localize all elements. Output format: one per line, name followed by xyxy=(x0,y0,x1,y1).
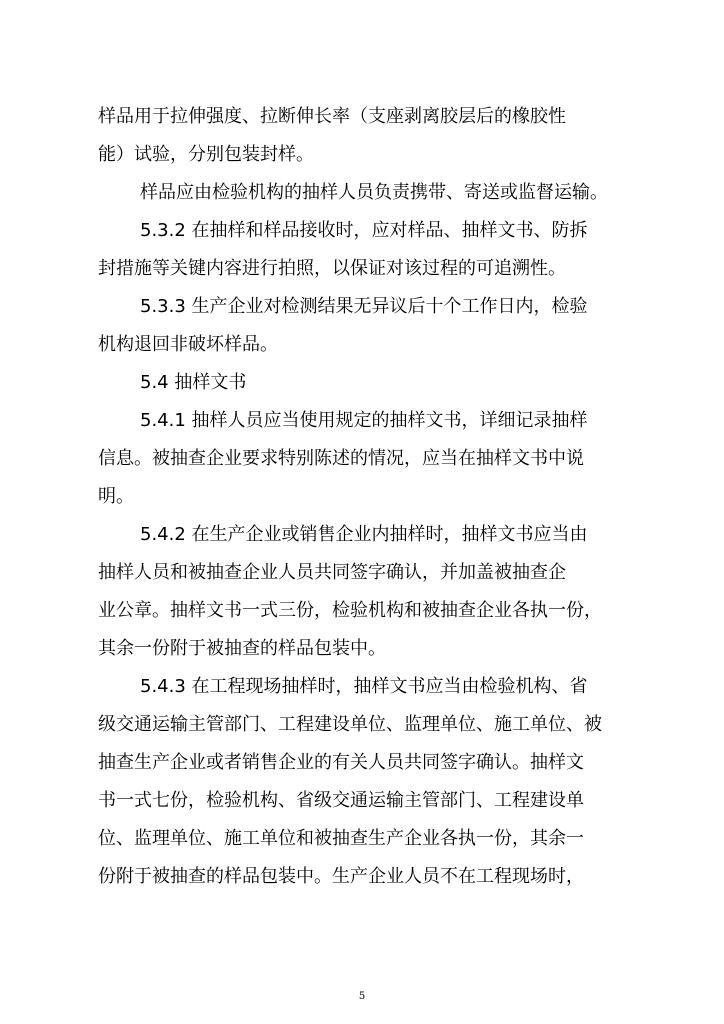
text-line: 业公章。抽样文书一式三份，检验机构和被抽查企业各执一份， xyxy=(98,600,602,621)
text-line: 封措施等关键内容进行拍照，以保证对该过程的可追溯性。 xyxy=(98,258,566,279)
text-line: 信息。被抽查企业要求特别陈述的情况，应当在抽样文书中说 xyxy=(98,448,584,469)
text-line: 其余一份附于被抽查的样品包装中。 xyxy=(98,638,386,659)
text-line: 书一式七份，检验机构、省级交通运输主管部门、工程建设单 xyxy=(98,790,584,811)
text-line: 位、监理单位、施工单位和被抽查生产企业各执一份，其余一 xyxy=(98,828,584,849)
text-line: 机构退回非破坏样品。 xyxy=(98,334,278,355)
body-text xyxy=(98,98,638,896)
text-line: 抽查生产企业或者销售企业的有关人员共同签字确认。抽样文 xyxy=(98,752,584,773)
text-line: 能）试验，分别包装封样。 xyxy=(98,144,314,165)
clause-5-4-2: 5.4.2 在生产企业或销售企业内抽样时，抽样文书应当由 xyxy=(140,524,588,545)
text-line: 样品用于拉伸强度、拉断伸长率（支座剥离胶层后的橡胶性 xyxy=(98,106,566,127)
text-line: 抽样人员和被抽查企业人员共同签字确认，并加盖被抽查企 xyxy=(98,562,566,583)
text-line: 份附于被抽查的样品包装中。生产企业人员不在工程现场时， xyxy=(98,866,584,887)
text-line: 明。 xyxy=(98,486,134,507)
section-heading-5-4: 5.4 抽样文书 xyxy=(140,372,247,393)
text-line: 级交通运输主管部门、工程建设单位、监理单位、施工单位、被 xyxy=(98,714,602,735)
clause-5-4-3: 5.4.3 在工程现场抽样时，抽样文书应当由检验机构、省 xyxy=(140,676,588,697)
page-number: 5 xyxy=(358,991,366,1002)
clause-5-3-3: 5.3.3 生产企业对检测结果无异议后十个工作日内，检验 xyxy=(140,296,588,317)
text-line: 样品应由检验机构的抽样人员负责携带、寄送或监督运输。 xyxy=(140,182,608,203)
clause-5-4-1: 5.4.1 抽样人员应当使用规定的抽样文书，详细记录抽样 xyxy=(140,410,588,431)
clause-5-3-2: 5.3.2 在抽样和样品接收时，应对样品、抽样文书、防拆 xyxy=(140,220,588,241)
